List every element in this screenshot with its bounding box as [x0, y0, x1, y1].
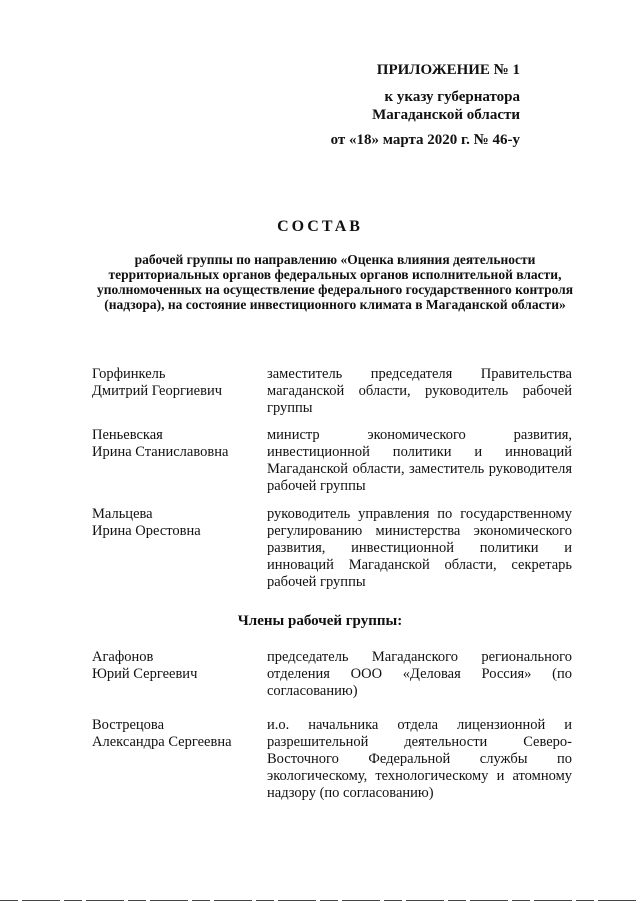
person-name — [92, 717, 262, 751]
members-heading: Члены рабочей группы: — [237, 613, 403, 629]
annex-date: от «18» марта 2020 г. № 46-у — [330, 132, 520, 148]
person-given-name: Дмитрий Георгиевич — [92, 383, 222, 399]
document-subtitle: рабочей группы по направлению «Оценка влияния деятельности территориальных органов федеральных органов исполнительной власти, уполномоченных на осуществление федерального государственного контроля (надзора), на состояние инвестиционного климата в Магаданской области» — [96, 252, 574, 312]
person-surname: Агафонов — [92, 649, 154, 665]
person-given-name: Юрий Сергеевич — [92, 666, 198, 682]
person-given-name: Ирина Станиславовна — [92, 444, 229, 460]
document-heading: СОСТАВ — [277, 218, 363, 235]
person-surname: Вострецова — [92, 717, 165, 733]
person-given-name: Александра Сергеевна — [92, 734, 232, 750]
person-role: заместитель председателя Правительства магаданской области, руководитель рабочей группы — [267, 366, 572, 416]
person-given-name: Ирина Орестовна — [92, 523, 201, 539]
person-role: председатель Магаданского регионального отделения ООО «Деловая Россия» (по согласованию) — [267, 649, 572, 699]
scan-edge-line — [0, 900, 640, 901]
annex-decree-line: к указу губернатора — [384, 89, 520, 105]
person-role: и.о. начальника отдела лицензионной и разрешительной деятельности Северо-Восточного Федеральной службы по экологическому, технологическому и атомному надзору (по согласованию) — [267, 717, 572, 801]
person-name — [92, 649, 262, 683]
person-name — [92, 366, 262, 400]
person-role: руководитель управления по государственному регулированию министерства экономического развития, инвестиционной политики и инноваций Магаданской области, секретарь рабочей группы — [267, 506, 572, 590]
person-role: министр экономического развития, инвестиционной политики и инноваций Магаданской области, заместитель руководителя рабочей группы — [267, 427, 572, 494]
person-name — [92, 427, 262, 461]
person-surname: Мальцева — [92, 506, 153, 522]
person-surname: Горфинкель — [92, 366, 166, 382]
person-name — [92, 506, 262, 540]
annex-region-line: Магаданской области — [372, 107, 520, 123]
annex-title: ПРИЛОЖЕНИЕ № 1 — [376, 62, 520, 78]
person-surname: Пеньевская — [92, 427, 163, 443]
